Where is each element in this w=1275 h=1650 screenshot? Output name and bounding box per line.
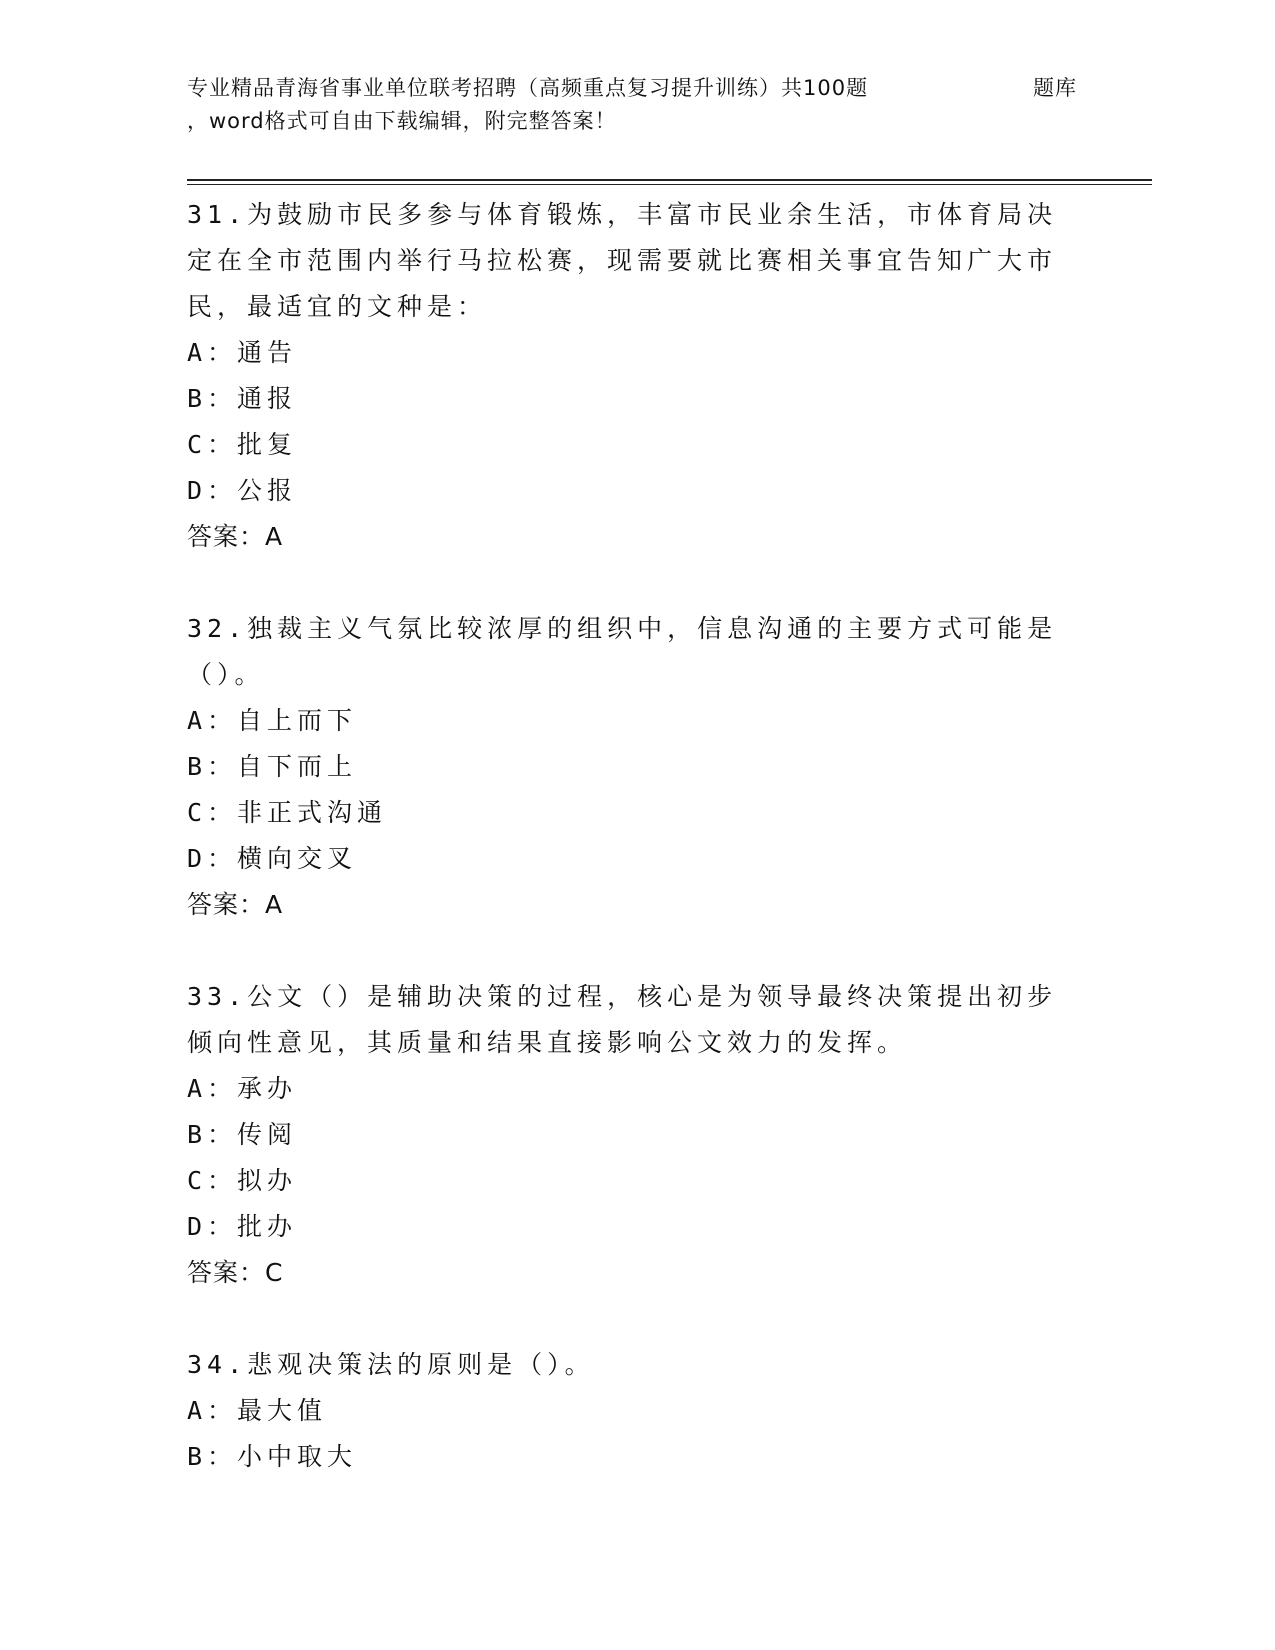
option-d: D：横向交叉: [187, 844, 358, 873]
option-a: A：通告: [187, 338, 298, 367]
question-32: [187, 606, 1077, 928]
question-33: [187, 974, 1077, 1296]
question-stem: 34.悲观决策法的原则是（）。: [187, 1350, 595, 1379]
question-stem: 33.公文（）是辅助决策的过程，核心是为领导最终决策提出初步倾向性意见，其质量和结果直接影响公文效力的发挥。: [187, 982, 1058, 1057]
question-stem: 32.独裁主义气氛比较浓厚的组织中，信息沟通的主要方式可能是（）。: [187, 614, 1058, 689]
option-d: D：公报: [187, 476, 298, 505]
question-list: [187, 192, 1077, 1526]
option-b: B：小中取大: [187, 1442, 358, 1471]
header-tag: 题库: [1033, 76, 1077, 100]
question-stem: 31.为鼓励市民多参与体育锻炼，丰富市民业余生活，市体育局决定在全市范围内举行马拉松赛，现需要就比赛相关事宜告知广大市民，最适宜的文种是：: [187, 200, 1058, 321]
document-subtitle: ，word格式可自由下载编辑，附完整答案！: [187, 109, 617, 133]
answer-line: 答案：A: [187, 890, 284, 919]
option-a: A：承办: [187, 1074, 298, 1103]
option-d: D：批办: [187, 1212, 298, 1241]
option-b: B：通报: [187, 384, 298, 413]
option-b: B：传阅: [187, 1120, 298, 1149]
answer-line: 答案：A: [187, 522, 284, 551]
option-a: A：自上而下: [187, 706, 358, 735]
header-divider-thick: [187, 179, 1152, 181]
page-header: [187, 72, 1087, 138]
option-a: A：最大值: [187, 1396, 328, 1425]
question-31: [187, 192, 1077, 560]
question-34: [187, 1342, 1077, 1480]
option-c: C：拟办: [187, 1166, 298, 1195]
option-c: C：批复: [187, 430, 298, 459]
header-divider-thin: [187, 184, 1152, 185]
header-title-line: [187, 72, 1087, 105]
option-b: B：自下而上: [187, 752, 358, 781]
document-title: 专业精品青海省事业单位联考招聘（高频重点复习提升训练）共100题: [187, 76, 869, 100]
answer-line: 答案：C: [187, 1258, 284, 1287]
option-c: C：非正式沟通: [187, 798, 388, 827]
